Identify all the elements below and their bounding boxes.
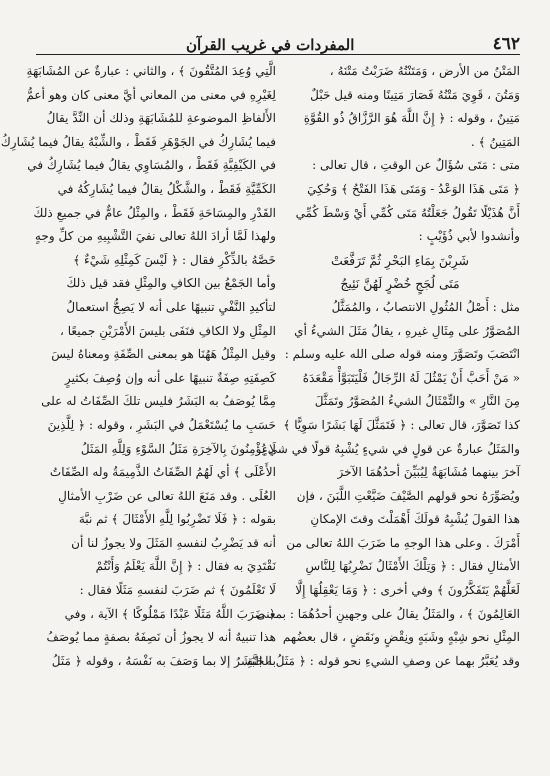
text-line: كذا تَصَوَّرَ، قال تعالى : ﴿ فَتَمَثَّلَ لَهَا بَشَرًا سَوِيًّا ﴾ <box>283 417 520 432</box>
text-line: لَعَلَّهُمْ يَتَفَكَّرُونَ ﴾ وفي أخرى : ﴿ وَمَا يَعْقِلُهَا إِلَّا <box>295 583 520 598</box>
text-line: المَتِينُ ﴾ . <box>470 134 520 149</box>
text-line: أنه قد يَضْرِبُ لنفسهِ المَثَلَ ولا يجوزُ لنا أن <box>71 535 276 550</box>
text-line: هذا تنبيهٌ أنه لا يجوزُ أن نَصِفَهُ بصفةٍ مما يُوصَفُ <box>46 630 276 645</box>
right-column <box>246 60 520 764</box>
text-line: لَا يُؤْمِنُونَ بِالآخِرَةِ مَثَلُ السَّوْءِ وَلِلَّهِ المَثَلُ <box>80 441 276 456</box>
text-line: مثل : أَصْلُ المُثُولِ الانتصابُ ، والمُمَثَّلُ <box>331 299 520 314</box>
text-line: نَقْتَدِيَ به فقال : ﴿ إِنَّ اللَّهَ يَعْلَمُ وَأَنْتُمْ <box>95 559 276 574</box>
text-line: مَتِينٌ ، وقوله : ﴿ إِنَّ اللَّهَ هُوَ الرَّزَّاقُ ذُو القُوَّةِ <box>303 111 520 126</box>
text-line: « مَنْ أَحَبَّ أَنْ يَمْثُلَ لَهُ الرِّجَالُ فَلْيَتَبَوَّأْ مَقْعَدَهُ <box>302 370 520 385</box>
text-line: المَتْنُ من الأرض ، وَمَتَنْتُهُ ضَرَبْتُ مَتْنَهُ ، <box>329 64 520 78</box>
text-line: المِثْلِ نحو شِبْهٍ وشَبَهٍ ونِقْضٍ ونَقَضٍ ، قال بعضُهم <box>282 630 520 645</box>
text-line: مَتَى لُجَجٍ خُضْرٍ لَهُنَّ نَئِيجُ <box>340 276 460 292</box>
text-line: وقد يُعَبَّرُ بهما عن وصفِ الشيءِ نحو قوله : ﴿ مَثَلُ الجَنَّةِ <box>246 653 520 668</box>
text-line: خَصَّهُ بالذِّكْرِ فقال : ﴿ لَيْسَ كَمِثْلِهِ شَيْءٌ ﴾ <box>73 252 276 267</box>
text-line: آخرَ بينهما مُشَابَهَةٌ لِيُبَيِّنَ أحدُهُمَا الآخرَ <box>337 465 520 480</box>
text-line: ﴿ مَتَى هَذَا الوَعْدُ - وَمَتَى هَذَا الفَتْحُ ﴾ وَحُكِيَ <box>307 181 520 196</box>
text-line: مِنَ النَّارِ » والتِّمْثَالُ الشيءُ المُصَوَّرُ وتَمَثَّلَ <box>314 394 520 409</box>
text-line: انْتَصَبَ وتَصَوَّرَ ومنه قوله صلى الله عليه وسلم : <box>284 347 520 362</box>
text-line: بقوله : ﴿ فَلَا تَضْرِبُوا لِلَّهِ الأَمْثَالَ ﴾ ثم نبَّهَ <box>78 512 276 527</box>
text-line: متى : مَتَى سُؤَالٌ عن الوقتِ ، قال تعالى : <box>312 158 520 173</box>
text-line: وأما الجَمْعُ بين الكافِ والمِثْلِ فقد قيل ذلكَ <box>66 276 276 291</box>
text-line: الكَمِّيَّةِ فَقَطْ ، والشَّكْلُ يقالُ فيما يُشَارِكُهُ في <box>57 181 276 196</box>
text-line: في الكَيْفِيَّةِ فَقَطْ ، والمُسَاوِي يقالُ فيما يُشَارِكُ في <box>27 158 276 173</box>
text-line: وَمَتُنَ ، قَوِيَ مَتْنُهُ فَصَارَ مَتِينًا ومنه قيل حَبْلٌ <box>310 87 520 102</box>
text-line: المُصَوَّرُ على مِثَالِ غيرهِ ، يقالُ مَثَلَ الشيءُ أي <box>294 323 520 338</box>
text-line: أَمْرَكَ . وعلى هذا الوجهِ ما ضَرَبَ اللهُ تعالى من <box>286 535 520 550</box>
text-line: لِغَيْرِهِ في معنى من المعاني أيَّ معنى كان وهو أعمُّ <box>26 87 276 102</box>
text-line: هذا القولَ يُشْبِهُ قولَكَ أَهْمَلْتَ وقتَ الإمكانِ <box>310 512 520 527</box>
text-line: الأَعْلَى ﴾ أي لَهُمُ الصِّفَاتُ الذَّمِيمَةُ وله الصِّفَاتُ <box>49 465 276 480</box>
text-line: فيما يُشَارِكُ في الجَوْهَرِ فَقَطْ ، والشِّبْهُ يقالُ فيما يُشَارِكُ <box>0 134 276 149</box>
text-line: لتأكيدِ النَّفْيِ تنبيهًا على أنه لا يَصِحُّ استعمالُ <box>66 299 276 314</box>
text-line: ﴿ ضَرَبَ اللَّهُ مَثَلًا عَبْدًا مَمْلُوكًا ﴾ الآية ، وفي <box>64 606 276 621</box>
text-line: أَنَّ هُذَيْلًا تَقُولُ جَعَلْتُهُ مَتَى كُمِّي أَيْ وَسْطَ كُمِّي <box>295 205 520 220</box>
text-line: الأَلفاظِ الموضوعةِ للمُشَابَهَةِ وذلك أن النِّدَّ يقالُ <box>46 111 276 126</box>
text-line: شَرِبْنَ بِمَاءِ البَحْرِ ثُمَّ تَرَفَّعَتْ <box>331 252 469 268</box>
text-line: وأنشدوا لأبي ذُؤَيْبٍ : <box>418 229 520 244</box>
text-line: والمَثَلُ عبارةٌ عن قولٍ في شيءٍ يُشْبِهُ قولًا في شيءٍ <box>262 441 520 456</box>
text-line: ولهذا لَمَّا أرادَ اللهُ تعالى نفيَ التَّشْبِيهِ من كلِّ وجهٍ <box>34 229 276 244</box>
text-line: لَا تَعْلَمُونَ ﴾ ثم ضَرَبَ لنفسهِ مَثَلًا فقال : <box>79 583 276 598</box>
text-line: ويُصَوِّرَهُ نحو قولهم الصَّيْفَ ضَيَّعْتِ اللَّبَنَ ، فإن <box>296 488 520 503</box>
text-line: حَسَبِ ما يُسْتَعْمَلُ في البَشَرِ ، وقوله : ﴿ لِلَّذِينَ <box>47 417 276 432</box>
left-column <box>0 60 276 764</box>
text-line: العُلَى . وقد مَنَعَ اللهُ تعالى عن ضَرْبِ الأمثالِ <box>58 488 276 503</box>
text-line: الأمثالِ فقال : ﴿ وَتِلْكَ الأَمْثَالُ نَضْرِبُهَا لِلنَّاسِ <box>305 559 520 574</box>
text-line: القَدْرِ والمِسَاحَةِ فَقَطْ ، والمِثْلُ عامٌّ في جميعِ ذلكَ <box>33 205 276 220</box>
page-number: ٤٦٢ <box>492 34 520 54</box>
page-header <box>36 28 520 55</box>
text-columns <box>0 60 520 764</box>
text-line: المِثْلِ ولا الكافِ فنَفَى بليسَ الأَمْرَيْنِ جميعًا ، <box>59 323 276 338</box>
running-title: المفردات في غريب القرآن <box>186 36 355 54</box>
text-line: وقيل المِثْلُ هَهُنَا هو بمعنى الصِّفَةِ ومعناهُ ليسَ <box>51 347 276 362</box>
text-line: به البَشَرُ إلا بما وَصَفَ به نَفْسَهُ ، وقوله ﴿ مَثَلُ <box>51 653 276 668</box>
text-line: العَالِمُونَ ﴾ ، والمَثَلُ يقالُ على وجهينِ أحدُهُمَا : بمعنى <box>256 606 520 621</box>
text-line: مِمَّا يُوصَفُ به البَشَرُ فليس تلكَ الصِّفَاتُ له على <box>41 394 276 409</box>
text-line: الَّتِي وُعِدَ المُتَّقُونَ ﴾ ، والثاني : عبارةٌ عن المُشَابَهَةِ <box>26 64 276 78</box>
text-line: كَصِفَتِهِ صِفَةٌ تنبيهًا على أنه وإن وُصِفَ بكثيرٍ <box>64 370 276 385</box>
